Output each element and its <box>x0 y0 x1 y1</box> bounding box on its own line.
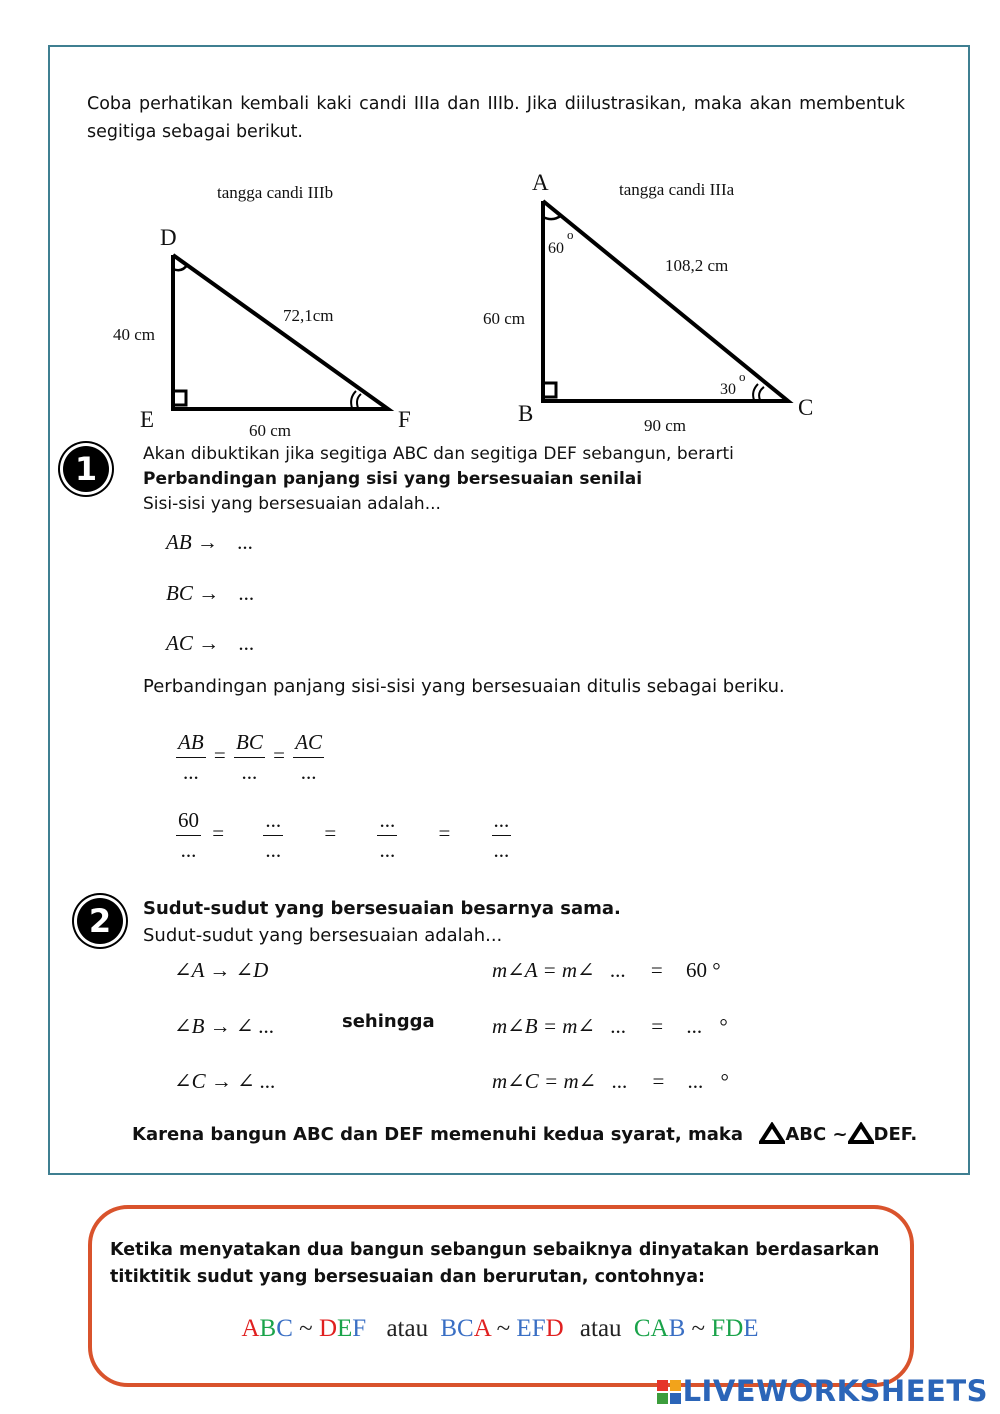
note-box <box>88 1205 914 1387</box>
section-2-text <box>143 895 903 949</box>
measure-a: m∠A = m∠ ... = 60 ° <box>492 958 721 982</box>
vertex-d: D <box>160 225 177 250</box>
side-bc: 90 cm <box>644 416 687 435</box>
side-ef: 60 cm <box>249 421 292 440</box>
side-df: 72,1cm <box>283 306 334 325</box>
angle-pair-a: ∠A → ∠D <box>174 958 269 982</box>
side-ab: 60 cm <box>483 309 526 328</box>
triangles-figure <box>0 165 1000 445</box>
example-bca-efd: BCA ~ EFD <box>440 1315 564 1342</box>
section-1-number: 1 <box>63 446 109 492</box>
section-2-line1: Sudut-sudut yang bersesuaian besarnya sama. <box>143 898 621 919</box>
liveworksheets-logo: LIVEWORKSHEETS <box>657 1374 988 1408</box>
frac-60: $\frac{60}{...}$ <box>178 808 199 862</box>
frac-ac: $\frac{AC}{...}$ <box>295 730 323 784</box>
angle-mark-c1 <box>753 384 758 400</box>
ratio-row-2: $\frac{60}{...}$ = $\frac{...}{...}$ = $\frac{...}{...}$ = $\frac{...}{...}$ <box>178 808 510 862</box>
angle-a-degree: o <box>567 227 574 242</box>
triangle-def-shape <box>173 255 388 409</box>
frac-blank-1: $\frac{...}{...}$ <box>265 808 282 862</box>
conclusion: Karena bangun ABC dan DEF memenuhi kedua syarat, maka ABC ~ DEF. <box>132 1124 918 1145</box>
triangle-def-title: tangga candi IIIb <box>217 183 334 202</box>
measure-b: m∠B = m∠ ... = ... ° <box>492 1014 728 1038</box>
example-cab-fde: CAB ~ FDE <box>633 1315 759 1342</box>
frac-blank-3: $\frac{...}{...}$ <box>493 808 510 862</box>
triangle-symbol-icon <box>759 1122 785 1144</box>
frac-ab: $\frac{AB}{...}$ <box>178 730 204 784</box>
angle-a-value: 60 <box>548 240 564 257</box>
vertex-c: C <box>798 395 814 420</box>
ratio-row-1: $\frac{AB}{...}$ = $\frac{BC}{...}$ = $\frac{AC}{...}$ <box>178 730 323 784</box>
triangle-abc-shape <box>543 201 788 401</box>
section-2-line2: Sudut-sudut yang bersesuaian adalah... <box>143 925 503 946</box>
angle-mark-c2 <box>759 387 764 400</box>
liveworksheets-icon <box>657 1380 681 1404</box>
section-1-text <box>143 442 903 517</box>
angle-pair-c: ∠C → ∠ ... <box>174 1069 276 1093</box>
section-2-number: 2 <box>77 898 123 944</box>
frac-blank-2: $\frac{...}{...}$ <box>379 808 396 862</box>
vertex-e: E <box>140 407 155 432</box>
ratio-text: Perbandingan panjang sisi-sisi yang bersesuaian ditulis sebagai beriku. <box>143 676 785 697</box>
example-abc-def: ABC ~ DEF <box>241 1315 367 1342</box>
angle-c-degree: o <box>739 369 746 384</box>
triangle-symbol-icon <box>848 1122 874 1144</box>
vertex-b: B <box>518 401 534 426</box>
pair-ab: AB → ... <box>166 530 253 554</box>
note-text: Ketika menyatakan dua bangun sebangun sebaiknya dinyatakan berdasarkan titiktitik sudut yang bersesuaian dan berurutan, contohnya: <box>110 1240 880 1287</box>
side-de: 40 cm <box>113 325 156 344</box>
side-ac: 108,2 cm <box>665 256 729 275</box>
triangle-abc-title: tangga candi IIIa <box>619 180 735 199</box>
angle-mark-a <box>543 215 562 219</box>
pair-bc: BC → ... <box>166 581 255 605</box>
sehingga-label: sehingga <box>342 1011 435 1032</box>
section-1-line1: Akan dibuktikan jika segitiga ABC dan segitiga DEF sebangun, berarti <box>143 444 734 464</box>
angle-mark-f2 <box>357 394 361 408</box>
pair-ac: AC → ... <box>166 631 255 655</box>
intro-paragraph: Coba perhatikan kembali kaki candi IIIa dan IIIb. Jika diilustrasikan, maka akan membentuk segitiga sebagai berikut. <box>87 94 905 142</box>
measure-c: m∠C = m∠ ... = ... ° <box>492 1069 729 1093</box>
frac-bc: $\frac{BC}{...}$ <box>236 730 263 784</box>
angle-pair-b: ∠B → ∠ ... <box>174 1014 275 1038</box>
section-1-line2: Perbandingan panjang sisi yang bersesuaian senilai <box>143 469 643 489</box>
vertex-a: A <box>532 170 549 195</box>
vertex-f: F <box>398 407 411 432</box>
note-examples: ABC ~ DEF atau BCA ~ EFD atau CAB ~ FDE <box>241 1315 759 1342</box>
angle-c-value: 30 <box>720 381 736 398</box>
angle-mark-f1 <box>351 391 356 408</box>
section-1-line3: Sisi-sisi yang bersesuaian adalah... <box>143 494 441 514</box>
